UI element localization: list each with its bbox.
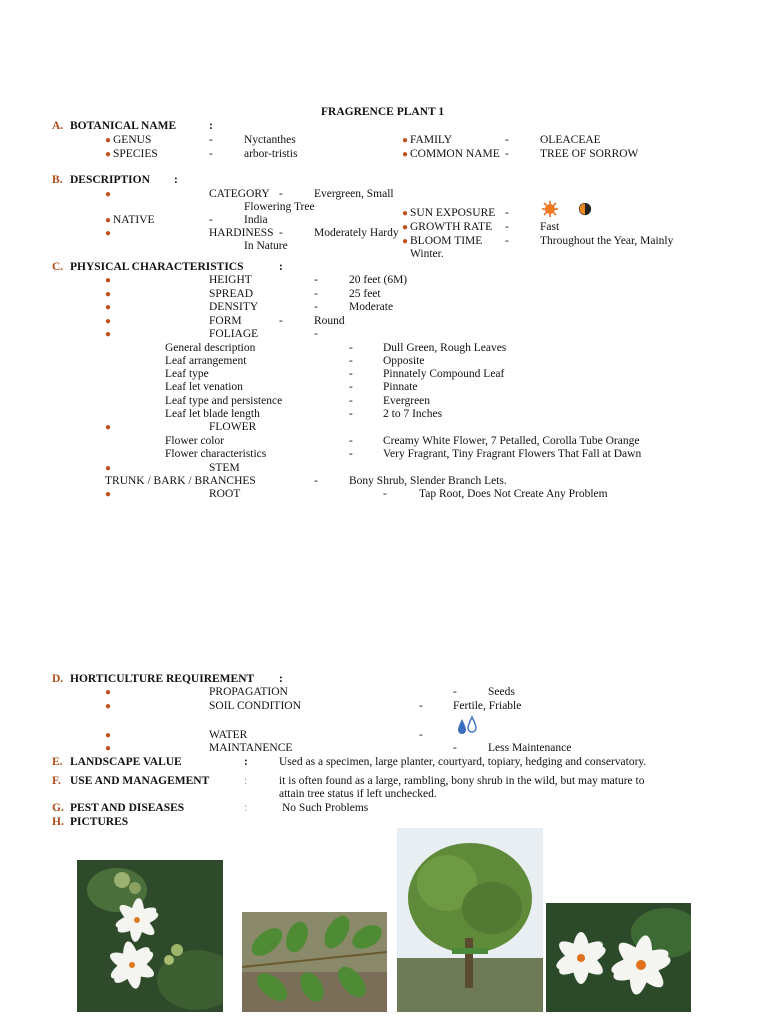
bullet: ●	[105, 302, 112, 313]
bullet: ●	[105, 135, 112, 146]
flower-row-value: Very Fragrant, Tiny Fragrant Flowers That Fall at Dawn	[383, 448, 642, 460]
foliage-label: FOLIAGE	[209, 328, 259, 340]
dash: -	[349, 435, 353, 447]
flower-row-value: Creamy White Flower, 7 Petalled, Corolla Tube Orange	[383, 435, 640, 447]
genus-value: Nyctanthes	[244, 134, 296, 146]
bullet: ●	[105, 422, 112, 433]
dash: -	[505, 235, 509, 247]
section-heading-horticulture: HORTICULTURE REQUIREMENT	[70, 673, 255, 685]
section-letter-b: B.	[52, 174, 63, 186]
bullet: ●	[402, 135, 409, 146]
dash: -	[279, 188, 283, 200]
dash: -	[314, 475, 318, 487]
foliage-row-value: Opposite	[383, 355, 425, 367]
foliage-row-value: Dull Green, Rough Leaves	[383, 342, 507, 354]
soil-condition-label: SOIL CONDITION	[209, 700, 301, 712]
dash: -	[209, 134, 213, 146]
hardiness-label: HARDINESS	[209, 227, 274, 239]
bullet: ●	[402, 208, 409, 219]
dash: -	[349, 395, 353, 407]
sun-exposure-label: SUN EXPOSURE	[410, 207, 496, 219]
bullet: ●	[105, 701, 112, 712]
bullet: ●	[105, 329, 112, 340]
native-value: India	[244, 214, 268, 226]
growth-rate-label: GROWTH RATE	[410, 221, 493, 233]
bullet: ●	[105, 489, 112, 500]
hardiness-value: Moderately Hardy	[314, 227, 399, 239]
section-letter-d: D.	[52, 673, 64, 685]
bloom-time-label: BLOOM TIME	[410, 235, 483, 247]
dash: -	[505, 221, 509, 233]
bullet: ●	[402, 236, 409, 247]
dash: -	[453, 742, 457, 754]
bullet: ●	[402, 149, 409, 160]
dash: -	[209, 214, 213, 226]
section-heading-botanical-name: BOTANICAL NAME	[70, 120, 177, 132]
use-value-line2: attain tree status if left unchecked.	[279, 788, 437, 800]
form-label: FORM	[209, 315, 242, 327]
maintanence-label: MAINTANENCE	[209, 742, 293, 754]
flower-row-label: Flower characteristics	[165, 448, 267, 460]
dash: -	[314, 274, 318, 286]
dash: -	[505, 148, 509, 160]
foliage-row-value: Pinnate	[383, 381, 418, 393]
flower-row-label: Flower color	[165, 435, 225, 447]
section-heading-pest: PEST AND DISEASES	[70, 802, 185, 814]
bloom-time-value: Throughout the Year, Mainly	[540, 235, 674, 247]
foliage-row-label: Leaf type	[165, 368, 209, 380]
section-colon: :	[244, 756, 248, 768]
leaf-photo	[242, 912, 387, 1012]
foliage-row-value: Evergreen	[383, 395, 431, 407]
maintanence-value: Less Maintenance	[488, 742, 572, 754]
foliage-row-label: Leaf let venation	[165, 381, 243, 393]
foliage-row-label: Leaf let blade length	[165, 408, 260, 420]
common-name-value: TREE OF SORROW	[540, 148, 639, 160]
section-letter-e: E.	[52, 756, 63, 768]
section-heading-landscape: LANDSCAPE VALUE	[70, 756, 182, 768]
section-letter-f: F.	[52, 775, 61, 787]
category-value-cont: Flowering Tree	[244, 201, 315, 213]
dash: -	[419, 729, 423, 741]
landscape-value: Used as a specimen, large planter, courtyard, topiary, hedging and conservatory.	[279, 756, 647, 768]
height-value: 20 feet (6M)	[349, 274, 408, 286]
common-name-label: COMMON NAME	[410, 148, 500, 160]
flower-photo-1	[77, 860, 223, 1012]
species-value: arbor-tristis	[244, 148, 298, 160]
section-heading-description: DESCRIPTION	[70, 174, 150, 186]
bullet: ●	[105, 316, 112, 327]
foliage-row-value: 2 to 7 Inches	[383, 408, 443, 420]
height-label: HEIGHT	[209, 274, 252, 286]
propagation-label: PROPAGATION	[209, 686, 288, 698]
half-shade-icon	[578, 202, 592, 216]
dash: -	[279, 315, 283, 327]
growth-rate-value: Fast	[540, 221, 560, 233]
dash: -	[349, 408, 353, 420]
genus-label: GENUS	[113, 134, 152, 146]
root-label: ROOT	[209, 488, 241, 500]
section-heading-pictures: PICTURES	[70, 816, 129, 828]
native-label: NATIVE	[113, 214, 155, 226]
category-label: CATEGORY	[209, 188, 270, 200]
section-colon: :	[279, 673, 283, 685]
dash: -	[349, 381, 353, 393]
form-value: Round	[314, 315, 345, 327]
bullet: ●	[105, 215, 112, 226]
dash: -	[419, 700, 423, 712]
bullet: ●	[105, 149, 112, 160]
dash: -	[453, 686, 457, 698]
family-label: FAMILY	[410, 134, 453, 146]
root-value: Tap Root, Does Not Create Any Problem	[419, 488, 608, 500]
section-letter-c: C.	[52, 261, 64, 273]
tree-photo	[397, 828, 543, 1012]
sun-icon	[540, 200, 560, 218]
dash: -	[209, 148, 213, 160]
page-title: FRAGRENCE PLANT 1	[321, 106, 445, 118]
stem-label: STEM	[209, 462, 240, 474]
flower-photo-2	[546, 903, 691, 1012]
dash: -	[349, 355, 353, 367]
hardiness-extra: In Nature	[244, 240, 288, 252]
dash: -	[314, 301, 318, 313]
flower-label: FLOWER	[209, 421, 257, 433]
water-label: WATER	[209, 729, 248, 741]
foliage-row-label: General description	[165, 342, 256, 354]
section-letter-h: H.	[52, 816, 64, 828]
propagation-value: Seeds	[488, 686, 515, 698]
dash: -	[505, 207, 509, 219]
foliage-row-label: Leaf arrangement	[165, 355, 247, 367]
soil-condition-value: Fertile, Friable	[453, 700, 522, 712]
dash: -	[383, 488, 387, 500]
use-value-line1: it is often found as a large, rambling, bony shrub in the wild, but may mature to	[279, 775, 645, 787]
density-label: DENSITY	[209, 301, 259, 313]
section-heading-use: USE AND MANAGEMENT	[70, 775, 210, 787]
dash: -	[279, 227, 283, 239]
bullet: ●	[105, 189, 112, 200]
section-letter-a: A.	[52, 120, 64, 132]
pest-value: No Such Problems	[282, 802, 369, 814]
dash: -	[505, 134, 509, 146]
bullet: ●	[105, 687, 112, 698]
bloom-time-value-cont: Winter.	[410, 248, 444, 260]
density-value: Moderate	[349, 301, 394, 313]
dash: -	[349, 448, 353, 460]
bullet: ●	[105, 275, 112, 286]
bullet: ●	[402, 222, 409, 233]
section-letter-g: G.	[52, 802, 64, 814]
category-value: Evergreen, Small	[314, 188, 394, 200]
trunk-value: Bony Shrub, Slender Branch Lets.	[349, 475, 507, 487]
foliage-row-value: Pinnately Compound Leaf	[383, 368, 505, 380]
dash: -	[349, 342, 353, 354]
trunk-label: TRUNK / BARK / BRANCHES	[105, 475, 256, 487]
dash: -	[314, 328, 318, 340]
section-colon: :	[174, 174, 178, 186]
bullet: ●	[105, 228, 112, 239]
family-value: OLEACEAE	[540, 134, 601, 146]
species-label: SPECIES	[113, 148, 158, 160]
foliage-row-label: Leaf type and persistence	[165, 395, 283, 407]
section-heading-physical: PHYSICAL CHARACTERISTICS	[70, 261, 244, 273]
spread-label: SPREAD	[209, 288, 254, 300]
bullet: ●	[105, 463, 112, 474]
dash: -	[349, 368, 353, 380]
bullet: ●	[105, 730, 112, 741]
bullet: ●	[105, 289, 112, 300]
spread-value: 25 feet	[349, 288, 381, 300]
section-colon: :	[244, 775, 248, 787]
section-colon: :	[209, 120, 213, 132]
section-colon: :	[244, 802, 248, 814]
bullet: ●	[105, 743, 112, 754]
water-drops-icon	[456, 715, 478, 737]
section-colon: :	[279, 261, 283, 273]
dash: -	[314, 288, 318, 300]
